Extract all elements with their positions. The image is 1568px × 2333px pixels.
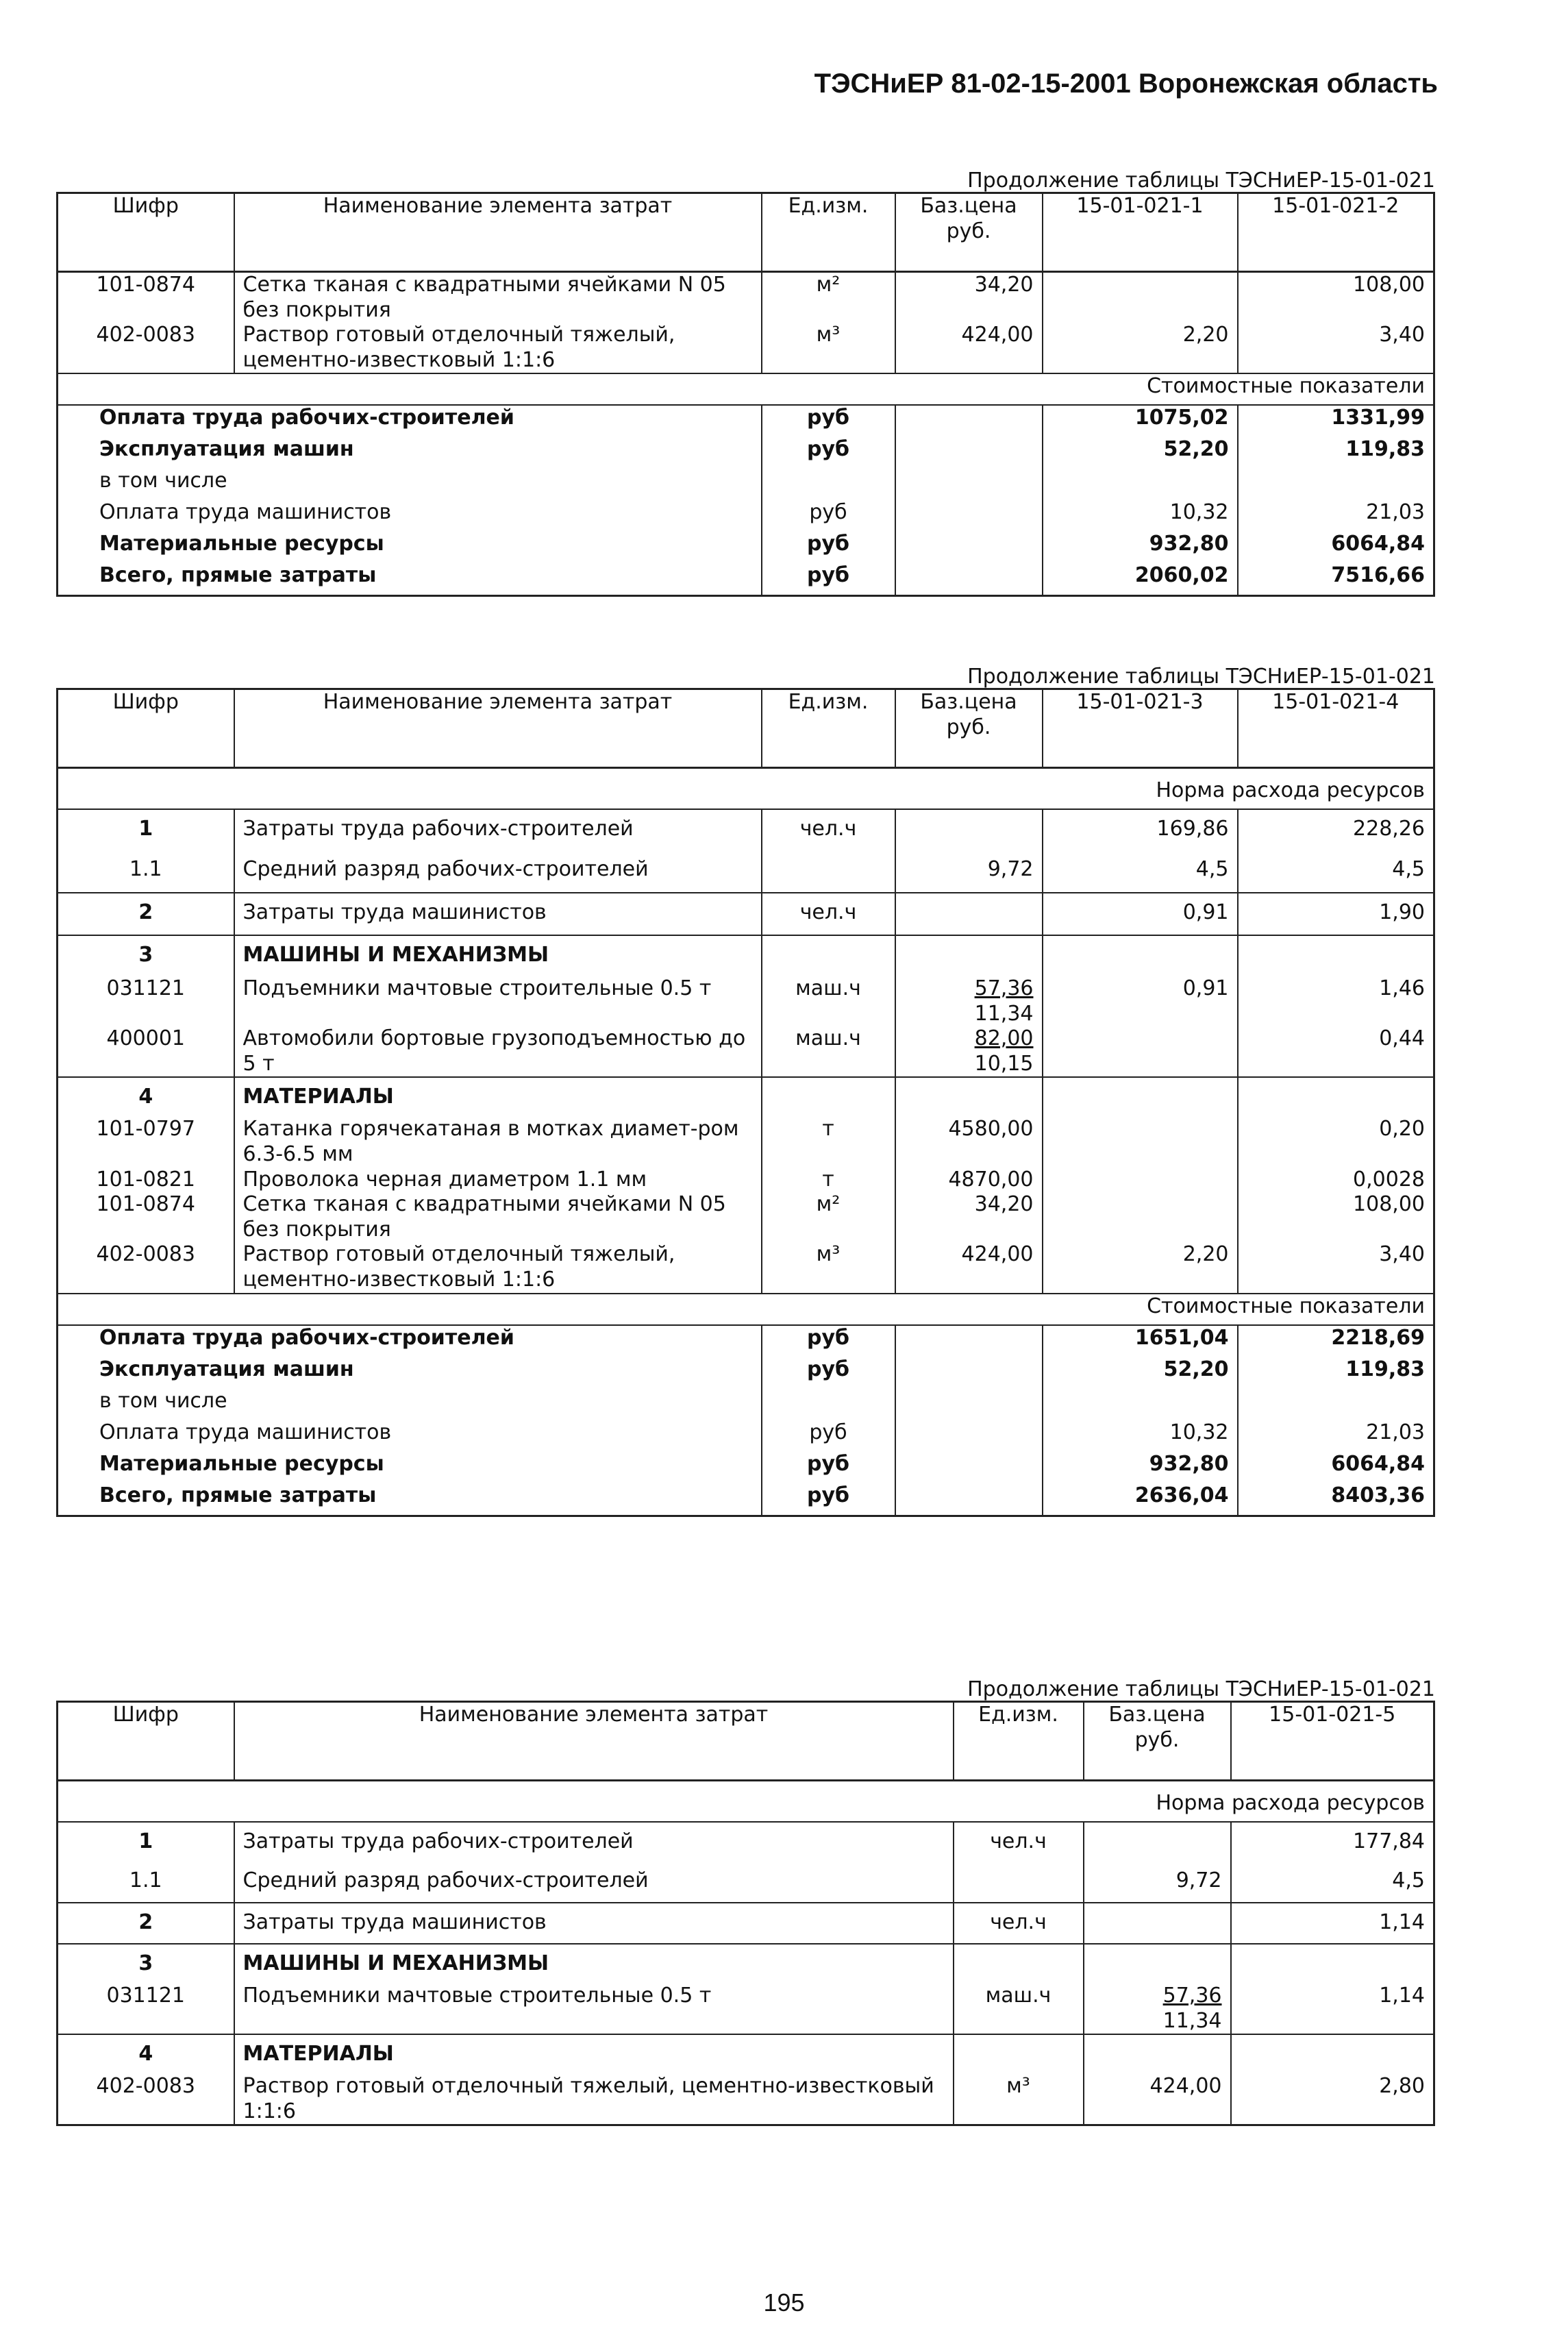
cost-b: 6064,84 [1238, 532, 1434, 563]
cell-a: 0,91 [1043, 976, 1238, 1026]
cell-unit: м³ [762, 1242, 895, 1293]
cell-unit: чел.ч [954, 1903, 1084, 1944]
cell-code: 1 [58, 1822, 234, 1862]
cell-unit: м² [762, 272, 895, 323]
cell-name: Средний разряд рабочих-строителей [234, 850, 762, 893]
cost-b: 8403,36 [1238, 1483, 1434, 1516]
table1-caption: Продолжение таблицы ТЭСНиЕР-15-01-021 [967, 169, 1435, 193]
cost-b: 119,83 [1238, 437, 1434, 469]
table-row [58, 1822, 1434, 1862]
section-title: МАТЕРИАЛЫ [234, 2034, 954, 2074]
cost-b [1238, 469, 1434, 500]
table-row [58, 1192, 1434, 1242]
cell-price: 424,00 [895, 1242, 1043, 1293]
cell-a: 4,5 [1231, 1862, 1434, 1903]
cell-code: 1.1 [58, 1862, 234, 1903]
cell-price: 34,20 [895, 1192, 1043, 1242]
col-header-code: Шифр [58, 689, 234, 768]
cell-code: 1 [58, 809, 234, 850]
cell-unit: чел.ч [762, 809, 895, 850]
cell-name: Затраты труда рабочих-строителей [234, 1822, 954, 1862]
col-header-a: 15-01-021-1 [1043, 193, 1238, 272]
section-row [58, 1944, 1434, 1984]
cost-a: 1651,04 [1043, 1325, 1238, 1357]
cell-name: Проволока черная диаметром 1.1 мм [234, 1168, 762, 1193]
norm-band-row [58, 1781, 1434, 1823]
cost-row [58, 437, 1434, 469]
col-header-code: Шифр [58, 1702, 234, 1781]
section-row [58, 1077, 1434, 1117]
cost-name: Оплата труда рабочих-строителей [99, 406, 514, 430]
cost-unit [762, 1389, 895, 1420]
cell-code: 4 [58, 1077, 234, 1117]
cell-a [1043, 1117, 1238, 1167]
cell-unit: чел.ч [762, 893, 895, 935]
col-header-price: Баз.цена руб. [895, 193, 1043, 272]
cell-a: 2,20 [1043, 323, 1238, 373]
cell-a: 2,20 [1043, 1242, 1238, 1293]
cell-name: Затраты труда машинистов [234, 1903, 954, 1944]
cost-name: Оплата труда машинистов [99, 1420, 392, 1444]
cost-row [58, 532, 1434, 563]
cell-unit: маш.ч [762, 1026, 895, 1077]
cell-code: 2 [58, 1903, 234, 1944]
col-header-name: Наименование элемента затрат [234, 193, 762, 272]
cell-name: Подъемники мачтовые строительные 0.5 т [234, 976, 762, 1026]
cell-name: Автомобили бортовые грузоподъемностью до 5 т [234, 1026, 762, 1077]
cost-b: 21,03 [1238, 1420, 1434, 1452]
cost-a: 52,20 [1043, 1357, 1238, 1389]
cost-name: Оплата труда машинистов [99, 500, 392, 525]
cell-code: 3 [58, 935, 234, 976]
cell-b: 0,0028 [1238, 1168, 1434, 1193]
cell-price: 424,00 [1084, 2074, 1231, 2125]
table-row [58, 850, 1434, 893]
cost-a: 10,32 [1043, 1420, 1238, 1452]
table-row [58, 1026, 1434, 1077]
table2-header-row [58, 689, 1434, 768]
document-title: ТЭСНиЕР 81-02-15-2001 Воронежская область [814, 69, 1438, 99]
table-row [58, 1168, 1434, 1193]
cost-name: Материальные ресурсы [99, 1451, 384, 1476]
page-number: 195 [763, 2288, 805, 2317]
table-row [58, 893, 1434, 935]
cost-unit: руб [762, 1357, 895, 1389]
cost-b: 1331,99 [1238, 405, 1434, 437]
table3-caption: Продолжение таблицы ТЭСНиЕР-15-01-021 [967, 1677, 1435, 1701]
section-title: МАШИНЫ И МЕХАНИЗМЫ [234, 1944, 954, 1984]
cost-name: Всего, прямые затраты [99, 563, 377, 588]
cost-name: Материальные ресурсы [99, 532, 384, 556]
col-header-a: 15-01-021-3 [1043, 689, 1238, 768]
cost-row [58, 1357, 1434, 1389]
cost-a [1043, 469, 1238, 500]
cost-row [58, 563, 1434, 596]
cell-b: 4,5 [1238, 850, 1434, 893]
cell-b: 0,20 [1238, 1117, 1434, 1167]
cell-name: Катанка горячекатаная в мотках диамет-ром 6.3-6.5 мм [234, 1117, 762, 1167]
cost-b: 21,03 [1238, 500, 1434, 532]
cell-unit: м³ [762, 323, 895, 373]
col-header-a: 15-01-021-5 [1231, 1702, 1434, 1781]
cost-row [58, 1389, 1434, 1420]
cost-name: Эксплуатация машин [99, 1357, 354, 1381]
cost-name: Оплата труда рабочих-строителей [99, 1325, 514, 1350]
cell-unit: т [762, 1168, 895, 1193]
cost-unit: руб [762, 405, 895, 437]
cell-name: Затраты труда рабочих-строителей [234, 809, 762, 850]
cost-band-row [58, 373, 1434, 405]
cell-a: 169,86 [1043, 809, 1238, 850]
col-header-code: Шифр [58, 193, 234, 272]
cell-code: 031121 [58, 1984, 234, 2034]
cost-row [58, 1452, 1434, 1483]
cell-code: 402-0083 [58, 2074, 234, 2125]
table-row [58, 1242, 1434, 1293]
cell-a [1043, 1168, 1238, 1193]
table-row [58, 1862, 1434, 1903]
norm-band-label: Норма расхода ресурсов [58, 768, 1434, 810]
table-row [58, 976, 1434, 1026]
table-row [58, 2074, 1434, 2125]
cost-unit: руб [762, 532, 895, 563]
cost-row [58, 405, 1434, 437]
cost-name: в том числе [99, 469, 227, 493]
cell-code: 402-0083 [58, 323, 234, 373]
cost-a: 932,80 [1043, 532, 1238, 563]
cell-code: 101-0797 [58, 1117, 234, 1167]
cell-b: 3,40 [1238, 323, 1434, 373]
cost-unit: руб [762, 500, 895, 532]
cost-b: 119,83 [1238, 1357, 1434, 1389]
cell-code: 400001 [58, 1026, 234, 1077]
cell-name: Сетка тканая с квадратными ячейками N 05 без покрытия [234, 272, 762, 323]
cost-a: 1075,02 [1043, 405, 1238, 437]
cell-name: Средний разряд рабочих-строителей [234, 1862, 954, 1903]
cell-unit: маш.ч [954, 1984, 1084, 2034]
table1-header-row [58, 193, 1434, 272]
cost-row [58, 500, 1434, 532]
col-header-name: Наименование элемента затрат [234, 1702, 954, 1781]
cell-code: 1.1 [58, 850, 234, 893]
cost-a: 10,32 [1043, 500, 1238, 532]
cell-a [1043, 1192, 1238, 1242]
cell-a [1043, 1026, 1238, 1077]
cell-price: 57,36 11,34 [1084, 1984, 1231, 2034]
cell-b: 108,00 [1238, 272, 1434, 323]
cost-band-label: Стоимостные показатели [58, 373, 1434, 405]
table3 [56, 1701, 1435, 2126]
cell-a: 177,84 [1231, 1822, 1434, 1862]
cost-a: 2636,04 [1043, 1483, 1238, 1516]
cell-unit: м³ [954, 2074, 1084, 2125]
cell-code: 402-0083 [58, 1242, 234, 1293]
cell-name: Затраты труда машинистов [234, 893, 762, 935]
section-row [58, 2034, 1434, 2074]
cost-a: 2060,02 [1043, 563, 1238, 596]
cell-name: Раствор готовый отделочный тяжелый, цементно-известковый 1:1:6 [234, 1242, 762, 1293]
col-header-unit: Ед.изм. [762, 689, 895, 768]
cell-b: 1,46 [1238, 976, 1434, 1026]
cost-band-label: Стоимостные показатели [58, 1294, 1434, 1325]
cell-code: 031121 [58, 976, 234, 1026]
cost-unit: руб [762, 1452, 895, 1483]
cost-b: 6064,84 [1238, 1452, 1434, 1483]
cost-unit: руб [762, 437, 895, 469]
section-row [58, 935, 1434, 976]
cell-name: Сетка тканая с квадратными ячейками N 05 без покрытия [234, 1192, 762, 1242]
table3-header-row [58, 1702, 1434, 1781]
table-row [58, 1903, 1434, 1944]
cell-b: 108,00 [1238, 1192, 1434, 1242]
cell-unit: м² [762, 1192, 895, 1242]
table2 [56, 688, 1435, 1517]
cell-price: 57,36 11,34 [895, 976, 1043, 1026]
norm-band-row [58, 768, 1434, 810]
cost-name: в том числе [99, 1388, 227, 1413]
cell-b: 1,90 [1238, 893, 1434, 935]
col-header-price: Баз.цена руб. [895, 689, 1043, 768]
section-title: МАТЕРИАЛЫ [234, 1077, 762, 1117]
cell-price: 82,00 10,15 [895, 1026, 1043, 1077]
cell-code: 3 [58, 1944, 234, 1984]
cost-row [58, 1325, 1434, 1357]
cell-code: 2 [58, 893, 234, 935]
cell-a: 4,5 [1043, 850, 1238, 893]
cost-unit: руб [762, 1420, 895, 1452]
cell-b: 0,44 [1238, 1026, 1434, 1077]
cell-code: 101-0821 [58, 1168, 234, 1193]
table-row [58, 809, 1434, 850]
cell-unit: чел.ч [954, 1822, 1084, 1862]
cell-code: 4 [58, 2034, 234, 2074]
cost-unit: руб [762, 563, 895, 596]
cost-unit: руб [762, 1483, 895, 1516]
table-row [58, 272, 1434, 323]
cost-b: 2218,69 [1238, 1325, 1434, 1357]
cell-unit: маш.ч [762, 976, 895, 1026]
col-header-price: Баз.цена руб. [1084, 1702, 1231, 1781]
cell-a: 1,14 [1231, 1903, 1434, 1944]
col-header-name: Наименование элемента затрат [234, 689, 762, 768]
cell-unit: т [762, 1117, 895, 1167]
table1 [56, 192, 1435, 597]
norm-band-label: Норма расхода ресурсов [58, 1781, 1434, 1823]
table-row [58, 1984, 1434, 2034]
cell-price: 34,20 [895, 272, 1043, 323]
cost-name: Всего, прямые затраты [99, 1483, 377, 1507]
cell-a: 0,91 [1043, 893, 1238, 935]
cell-price: 4870,00 [895, 1168, 1043, 1193]
cost-unit [762, 469, 895, 500]
cost-b [1238, 1389, 1434, 1420]
cost-name: Эксплуатация машин [99, 437, 354, 462]
cost-b: 7516,66 [1238, 563, 1434, 596]
table-row [58, 323, 1434, 373]
cost-row [58, 469, 1434, 500]
cost-unit: руб [762, 1325, 895, 1357]
col-header-unit: Ед.изм. [954, 1702, 1084, 1781]
cell-price: 4580,00 [895, 1117, 1043, 1167]
cell-price: 9,72 [1084, 1862, 1231, 1903]
col-header-unit: Ед.изм. [762, 193, 895, 272]
cost-a [1043, 1389, 1238, 1420]
cost-row [58, 1420, 1434, 1452]
table2-caption: Продолжение таблицы ТЭСНиЕР-15-01-021 [967, 665, 1435, 689]
cost-band-row [58, 1294, 1434, 1325]
cell-name: Подъемники мачтовые строительные 0.5 т [234, 1984, 954, 2034]
cell-name: Раствор готовый отделочный тяжелый, цементно-известковый 1:1:6 [234, 2074, 954, 2125]
cost-a: 932,80 [1043, 1452, 1238, 1483]
cost-a: 52,20 [1043, 437, 1238, 469]
cell-code: 101-0874 [58, 1192, 234, 1242]
cell-a [1043, 272, 1238, 323]
cost-row [58, 1483, 1434, 1516]
table-row [58, 1117, 1434, 1167]
cell-b: 228,26 [1238, 809, 1434, 850]
col-header-b: 15-01-021-2 [1238, 193, 1434, 272]
cell-a: 1,14 [1231, 1984, 1434, 2034]
cell-price: 424,00 [895, 323, 1043, 373]
cell-b: 3,40 [1238, 1242, 1434, 1293]
section-title: МАШИНЫ И МЕХАНИЗМЫ [234, 935, 762, 976]
cell-name: Раствор готовый отделочный тяжелый, цементно-известковый 1:1:6 [234, 323, 762, 373]
col-header-b: 15-01-021-4 [1238, 689, 1434, 768]
cell-code: 101-0874 [58, 272, 234, 323]
cell-price: 9,72 [895, 850, 1043, 893]
cell-a: 2,80 [1231, 2074, 1434, 2125]
